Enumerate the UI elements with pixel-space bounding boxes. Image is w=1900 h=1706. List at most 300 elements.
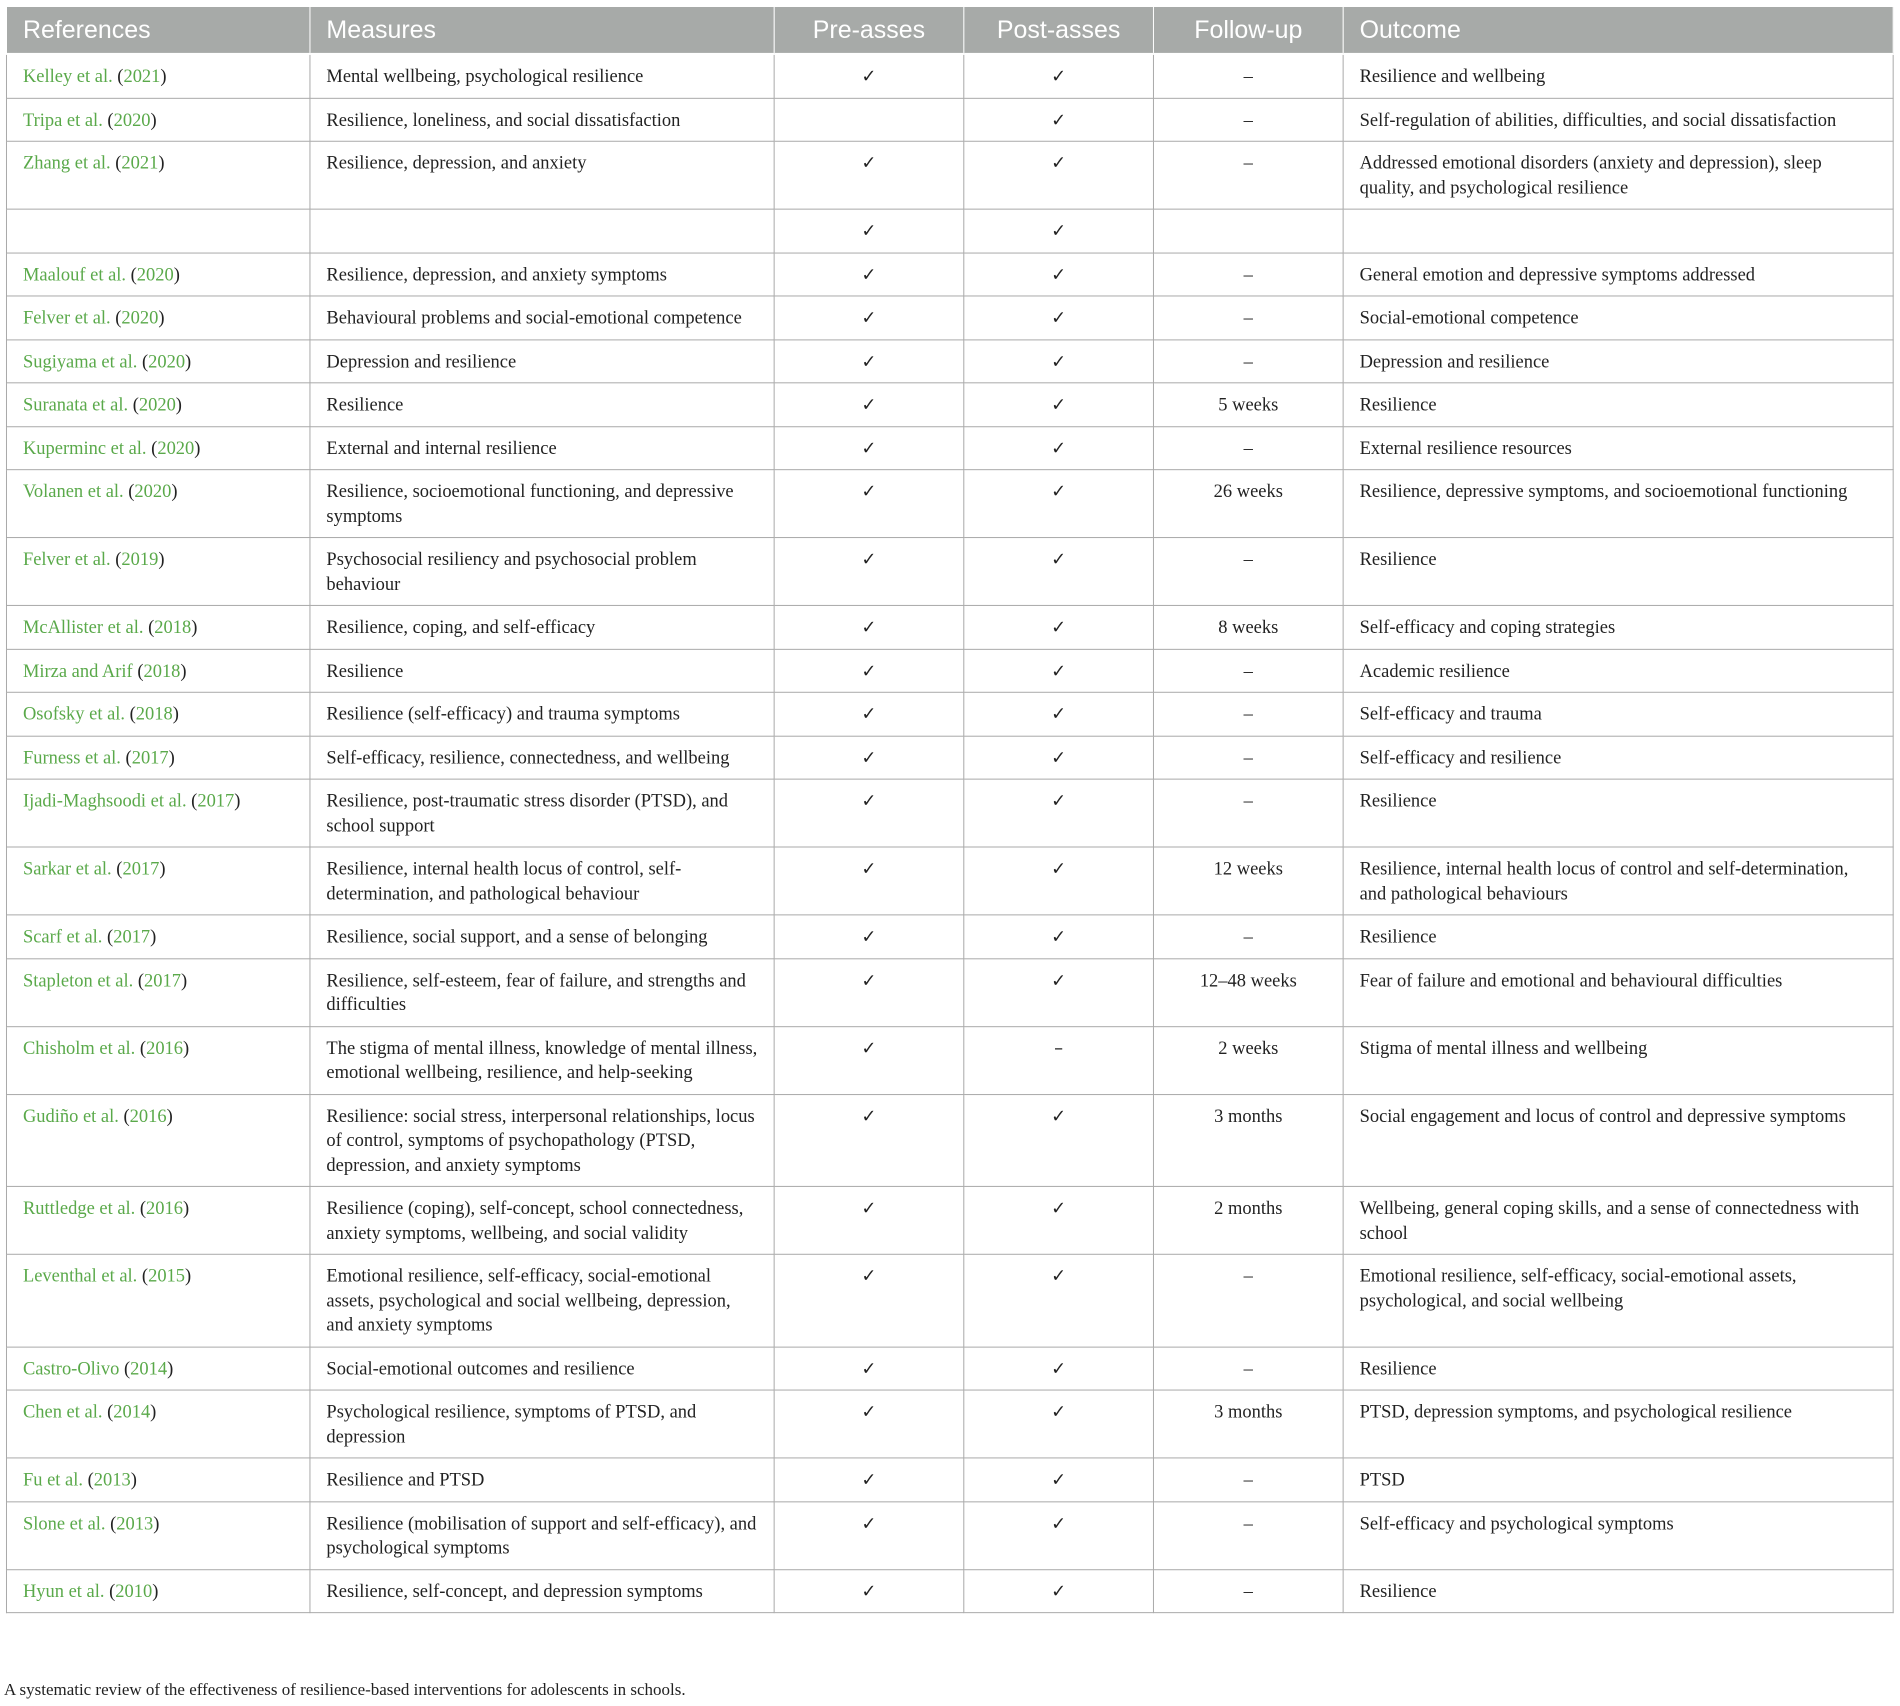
pre-assessment-cell: ✓ <box>774 958 964 1026</box>
measures-cell: Resilience (mobilisation of support and self-efficacy), and psychological symptoms <box>310 1501 774 1569</box>
post-assessment-cell: ✓ <box>964 915 1154 958</box>
reference-paren-close: ) <box>180 661 187 682</box>
header-post-assessment: Post-asses <box>964 6 1154 53</box>
reference-paren-close: ) <box>180 970 188 991</box>
reference-paren-close: ) <box>234 791 241 812</box>
reference-paren-close: ) <box>152 1581 159 1602</box>
outcome-cell: Emotional resilience, self-efficacy, social-emotional assets, psychological, and social wellbeing <box>1343 1254 1893 1346</box>
reference-paren-open: ( <box>110 550 122 570</box>
follow-up-cell: – <box>1153 538 1343 606</box>
reference-cell <box>6 1094 309 1186</box>
reference-paren-close: ) <box>172 704 179 725</box>
reference-year-link[interactable]: 2017 <box>113 927 151 948</box>
outcome-cell: Addressed emotional disorders (anxiety and depression), sleep quality, and psychological resilience <box>1343 141 1893 209</box>
follow-up-cell: – <box>1153 296 1343 339</box>
post-assessment-cell: ✓ <box>964 1569 1154 1612</box>
reference-paren-open: ( <box>102 927 114 948</box>
reference-paren-close: ) <box>150 927 157 948</box>
follow-up-cell: – <box>1153 339 1343 382</box>
outcome-cell <box>1343 209 1893 252</box>
reference-paren-open: ( <box>126 265 137 285</box>
outcome-cell: Self-regulation of abilities, difficulties, and social dissatisfaction <box>1343 98 1893 141</box>
table-row <box>6 1186 1893 1254</box>
reference-author-link[interactable]: Tripa et al. <box>22 110 103 131</box>
pre-assessment-cell: ✓ <box>774 1186 964 1254</box>
reference-cell <box>6 54 309 98</box>
reference-author-link[interactable]: Slone et al. <box>22 1513 106 1534</box>
follow-up-cell: – <box>1153 426 1343 469</box>
reference-cell <box>6 383 309 426</box>
measures-cell: Resilience (self-efficacy) and trauma symptoms <box>310 692 774 735</box>
reference-paren-close: ) <box>182 1198 190 1219</box>
measures-cell: Resilience, loneliness, and social dissatisfaction <box>310 98 774 141</box>
post-assessment-cell: ✓ <box>964 692 1154 735</box>
reference-cell <box>6 847 309 915</box>
table-row <box>6 1569 1893 1612</box>
reference-paren-open: ( <box>110 308 122 329</box>
pre-assessment-cell: ✓ <box>774 1347 964 1390</box>
follow-up-cell: – <box>1153 98 1343 141</box>
table-row <box>6 538 1893 606</box>
follow-up-cell: 3 months <box>1153 1390 1343 1458</box>
pre-assessment-cell: ✓ <box>774 538 964 606</box>
follow-up-cell: 5 weeks <box>1153 383 1343 426</box>
reference-author-link[interactable]: Ruttledge et al. <box>22 1198 136 1219</box>
outcome-cell: Stigma of mental illness and wellbeing <box>1343 1026 1893 1094</box>
table-row <box>6 1026 1893 1094</box>
header-follow-up: Follow-up <box>1153 6 1343 53</box>
reference-author-link[interactable]: Hyun et al. <box>22 1581 105 1602</box>
outcome-cell: Self-efficacy and trauma <box>1343 692 1893 735</box>
post-assessment-cell: ✓ <box>964 1094 1154 1186</box>
reference-year-link[interactable]: 2017 <box>131 748 169 769</box>
table-row <box>6 1347 1893 1390</box>
measures-cell: Resilience, self-esteem, fear of failure, and strengths and difficulties <box>310 958 774 1026</box>
outcome-cell: Resilience, internal health locus of control and self-determination, and pathological behaviours <box>1343 847 1893 915</box>
follow-up-cell: – <box>1153 141 1343 209</box>
post-assessment-cell: – <box>964 1026 1154 1094</box>
reference-cell <box>6 538 309 606</box>
reference-paren-close: ) <box>185 1266 192 1287</box>
post-assessment-cell: ✓ <box>964 209 1154 252</box>
post-assessment-cell: ✓ <box>964 1390 1154 1458</box>
follow-up-cell: 12–48 weeks <box>1153 958 1343 1026</box>
table-row <box>6 54 1893 98</box>
outcome-cell: Resilience <box>1343 1569 1893 1612</box>
reference-paren-open: ( <box>102 110 114 131</box>
measures-cell: Social-emotional outcomes and resilience <box>310 1347 774 1390</box>
reference-paren-close: ) <box>166 1106 173 1127</box>
reference-paren-close: ) <box>158 308 165 329</box>
reference-cell <box>6 779 309 847</box>
table-row <box>6 383 1893 426</box>
reference-year-link[interactable]: 2020 <box>157 438 195 459</box>
reference-author-link[interactable]: Chisholm et al. <box>22 1038 136 1059</box>
outcome-cell: Self-efficacy and resilience <box>1343 736 1893 779</box>
follow-up-cell: – <box>1153 1347 1343 1390</box>
post-assessment-cell: ✓ <box>964 426 1154 469</box>
reference-paren-open: ( <box>105 1513 117 1534</box>
reference-paren-open: ( <box>110 153 122 174</box>
measures-cell: External and internal resilience <box>310 426 774 469</box>
reference-paren-open: ( <box>135 1038 147 1059</box>
measures-cell: Resilience, internal health locus of control, self-determination, and pathological behaviour <box>310 847 774 915</box>
reference-author-link[interactable]: Leventhal et al. <box>22 1266 138 1287</box>
pre-assessment-cell: ✓ <box>774 383 964 426</box>
outcome-cell: Self-efficacy and coping strategies <box>1343 605 1893 648</box>
measures-cell: The stigma of mental illness, knowledge of mental illness, emotional wellbeing, resilience, and help-seeking <box>310 1026 774 1094</box>
pre-assessment-cell: ✓ <box>774 209 964 252</box>
pre-assessment-cell: ✓ <box>774 1390 964 1458</box>
pre-assessment-cell: ✓ <box>774 470 964 538</box>
studies-table <box>6 6 1894 1613</box>
table-row <box>6 1501 1893 1569</box>
post-assessment-cell: ✓ <box>964 1254 1154 1346</box>
outcome-cell: Resilience <box>1343 538 1893 606</box>
reference-year-link[interactable]: 2021 <box>123 66 161 87</box>
reference-year-link[interactable]: 2019 <box>121 550 159 570</box>
reference-paren-close: ) <box>159 859 166 880</box>
outcome-cell: Self-efficacy and psychological symptoms <box>1343 1501 1893 1569</box>
reference-year-link[interactable]: 2020 <box>121 308 159 329</box>
post-assessment-cell: ✓ <box>964 538 1154 606</box>
table-row <box>6 736 1893 779</box>
reference-year-link[interactable]: 2016 <box>146 1198 183 1219</box>
reference-paren-close: ) <box>158 550 165 570</box>
reference-year-link[interactable]: 2018 <box>135 704 173 725</box>
post-assessment-cell: ✓ <box>964 296 1154 339</box>
measures-cell: Resilience (coping), self-concept, school connectedness, anxiety symptoms, wellbeing, and social validity <box>310 1186 774 1254</box>
measures-cell: Psychosocial resiliency and psychosocial problem behaviour <box>310 538 774 606</box>
table-row <box>6 847 1893 915</box>
outcome-cell: Resilience and wellbeing <box>1343 54 1893 98</box>
measures-cell: Mental wellbeing, psychological resilience <box>310 54 774 98</box>
reference-paren-open: ( <box>135 1198 147 1219</box>
outcome-cell: Resilience <box>1343 1347 1893 1390</box>
reference-paren-open: ( <box>132 661 144 682</box>
pre-assessment-cell: ✓ <box>774 54 964 98</box>
header-outcome: Outcome <box>1343 6 1893 53</box>
reference-author-link[interactable]: Felver et al. <box>22 550 111 570</box>
measures-cell: Resilience, socioemotional functioning, and depressive symptoms <box>310 470 774 538</box>
table-row <box>6 1254 1893 1346</box>
reference-year-link[interactable]: 2017 <box>144 970 181 991</box>
reference-author-link[interactable]: Volanen et al. <box>22 482 124 503</box>
pre-assessment-cell: ✓ <box>774 915 964 958</box>
table-row <box>6 649 1893 692</box>
pre-assessment-cell <box>774 98 964 141</box>
follow-up-cell: – <box>1153 1458 1343 1501</box>
reference-author-link[interactable]: Kuperminc et al. <box>22 438 147 459</box>
post-assessment-cell: ✓ <box>964 779 1154 847</box>
outcome-cell: Resilience <box>1343 383 1893 426</box>
follow-up-cell: – <box>1153 1254 1343 1346</box>
header-row <box>6 6 1893 53</box>
outcome-cell: Social-emotional competence <box>1343 296 1893 339</box>
reference-paren-open: ( <box>186 791 198 812</box>
reference-cell <box>6 649 309 692</box>
reference-author-link[interactable]: Castro-Olivo <box>22 1359 120 1380</box>
post-assessment-cell: ✓ <box>964 1186 1154 1254</box>
measures-cell: Resilience and PTSD <box>310 1458 774 1501</box>
reference-year-link[interactable]: 2013 <box>93 1470 131 1491</box>
reference-paren-open: ( <box>143 617 155 638</box>
measures-cell: Psychological resilience, symptoms of PTSD, and depression <box>310 1390 774 1458</box>
reference-paren-open: ( <box>133 970 145 991</box>
reference-author-link[interactable]: Sarkar et al. <box>22 859 112 880</box>
reference-author-link[interactable]: Gudiño et al. <box>22 1106 119 1127</box>
post-assessment-cell: ✓ <box>964 141 1154 209</box>
reference-paren-open: ( <box>119 1359 131 1380</box>
reference-year-link[interactable]: 2017 <box>122 859 160 880</box>
follow-up-cell: 12 weeks <box>1153 847 1343 915</box>
pre-assessment-cell: ✓ <box>774 736 964 779</box>
measures-cell <box>310 209 774 252</box>
reference-paren-open: ( <box>111 859 123 880</box>
measures-cell: Resilience <box>310 649 774 692</box>
reference-year-link[interactable]: 2016 <box>129 1106 167 1127</box>
reference-paren-close: ) <box>168 748 175 769</box>
table-row <box>6 253 1893 296</box>
reference-year-link[interactable]: 2020 <box>138 395 176 416</box>
reference-paren-open: ( <box>104 1581 116 1602</box>
post-assessment-cell: ✓ <box>964 470 1154 538</box>
reference-author-link[interactable]: Maalouf et al. <box>22 265 127 285</box>
follow-up-cell: 2 weeks <box>1153 1026 1343 1094</box>
reference-year-link[interactable]: 2014 <box>113 1402 151 1423</box>
pre-assessment-cell: ✓ <box>774 1026 964 1094</box>
reference-year-link[interactable]: 2016 <box>146 1038 184 1059</box>
reference-paren-close: ) <box>153 1513 160 1534</box>
reference-year-link[interactable]: 2018 <box>154 617 192 638</box>
reference-year-link[interactable]: 2010 <box>115 1581 153 1602</box>
reference-year-link[interactable]: 2020 <box>148 351 186 372</box>
reference-year-link[interactable]: 2018 <box>143 661 181 682</box>
measures-cell: Depression and resilience <box>310 339 774 382</box>
reference-year-link[interactable]: 2013 <box>116 1513 154 1534</box>
outcome-cell: General emotion and depressive symptoms addressed <box>1343 253 1893 296</box>
table-row <box>6 1458 1893 1501</box>
measures-cell: Resilience: social stress, interpersonal relationships, locus of control, symptoms of psychopathology (PTSD, depression, and anxiety symptoms <box>310 1094 774 1186</box>
table-row <box>6 339 1893 382</box>
outcome-cell: Fear of failure and emotional and behavioural difficulties <box>1343 958 1893 1026</box>
table-row <box>6 915 1893 958</box>
post-assessment-cell: ✓ <box>964 1458 1154 1501</box>
reference-cell <box>6 339 309 382</box>
outcome-cell: Social engagement and locus of control and depressive symptoms <box>1343 1094 1893 1186</box>
reference-paren-open: ( <box>120 748 132 769</box>
measures-cell: Resilience, post-traumatic stress disorder (PTSD), and school support <box>310 779 774 847</box>
follow-up-cell: – <box>1153 1501 1343 1569</box>
follow-up-cell: 8 weeks <box>1153 605 1343 648</box>
reference-author-link[interactable]: Ijadi-Maghsoodi et al. <box>22 791 187 812</box>
post-assessment-cell: ✓ <box>964 649 1154 692</box>
follow-up-cell: 2 months <box>1153 1186 1343 1254</box>
reference-cell <box>6 1390 309 1458</box>
post-assessment-cell: ✓ <box>964 958 1154 1026</box>
reference-cell <box>6 1347 309 1390</box>
post-assessment-cell: ✓ <box>964 253 1154 296</box>
post-assessment-cell: ✓ <box>964 605 1154 648</box>
reference-year-link[interactable]: 2014 <box>130 1359 168 1380</box>
follow-up-cell: – <box>1153 649 1343 692</box>
header-pre-assessment: Pre-asses <box>774 6 964 53</box>
reference-author-link[interactable]: Zhang et al. <box>22 153 111 174</box>
table-body <box>6 54 1893 1613</box>
follow-up-cell: – <box>1153 1569 1343 1612</box>
table-row <box>6 209 1893 252</box>
reference-paren-close: ) <box>173 265 180 285</box>
outcome-cell: PTSD <box>1343 1458 1893 1501</box>
follow-up-cell: – <box>1153 779 1343 847</box>
outcome-cell: Wellbeing, general coping skills, and a sense of connectedness with school <box>1343 1186 1893 1254</box>
reference-cell <box>6 470 309 538</box>
measures-cell: Emotional resilience, self-efficacy, social-emotional assets, psychological and social wellbeing, depression, and anxiety symptoms <box>310 1254 774 1346</box>
table-row <box>6 141 1893 209</box>
outcome-cell: Resilience, depressive symptoms, and socioemotional functioning <box>1343 470 1893 538</box>
follow-up-cell: – <box>1153 915 1343 958</box>
reference-paren-open: ( <box>137 351 149 372</box>
table-row <box>6 605 1893 648</box>
reference-cell <box>6 1186 309 1254</box>
reference-year-link[interactable]: 2020 <box>136 265 174 285</box>
pre-assessment-cell: ✓ <box>774 1569 964 1612</box>
reference-paren-close: ) <box>150 110 157 131</box>
reference-cell <box>6 141 309 209</box>
reference-author-link[interactable]: Kelley et al. <box>22 66 113 87</box>
table-row <box>6 98 1893 141</box>
post-assessment-cell: ✓ <box>964 383 1154 426</box>
reference-paren-open: ( <box>112 66 124 87</box>
outcome-cell: External resilience resources <box>1343 426 1893 469</box>
reference-paren-close: ) <box>150 1402 157 1423</box>
follow-up-cell: – <box>1153 736 1343 779</box>
follow-up-cell <box>1153 209 1343 252</box>
measures-cell: Resilience <box>310 383 774 426</box>
header-references: References <box>6 6 309 53</box>
pre-assessment-cell: ✓ <box>774 1458 964 1501</box>
reference-author-link[interactable]: McAllister et al. <box>22 617 144 638</box>
outcome-cell: PTSD, depression symptoms, and psychological resilience <box>1343 1390 1893 1458</box>
reference-paren-open: ( <box>128 395 139 416</box>
reference-author-link[interactable]: Fu et al. <box>22 1470 83 1491</box>
reference-cell <box>6 209 309 252</box>
measures-cell: Self-efficacy, resilience, connectedness, and wellbeing <box>310 736 774 779</box>
reference-paren-open: ( <box>125 704 136 725</box>
pre-assessment-cell: ✓ <box>774 1094 964 1186</box>
measures-cell: Behavioural problems and social-emotional competence <box>310 296 774 339</box>
reference-paren-close: ) <box>194 438 201 459</box>
table-row <box>6 470 1893 538</box>
table-row <box>6 958 1893 1026</box>
reference-author-link[interactable]: Osofsky et al. <box>22 704 126 725</box>
reference-cell <box>6 692 309 735</box>
measures-cell: Resilience, depression, and anxiety symptoms <box>310 253 774 296</box>
reference-cell <box>6 915 309 958</box>
reference-cell <box>6 426 309 469</box>
reference-paren-open: ( <box>137 1266 149 1287</box>
reference-author-link[interactable]: Sugiyama et al. <box>22 351 138 372</box>
reference-cell <box>6 1026 309 1094</box>
pre-assessment-cell: ✓ <box>774 296 964 339</box>
reference-paren-open: ( <box>123 482 135 503</box>
reference-author-link[interactable]: Stapleton et al. <box>22 970 134 991</box>
pre-assessment-cell: ✓ <box>774 253 964 296</box>
reference-cell <box>6 605 309 648</box>
table-row <box>6 1094 1893 1186</box>
reference-author-link[interactable]: Felver et al. <box>22 308 111 329</box>
reference-paren-close: ) <box>171 482 178 503</box>
reference-cell <box>6 1501 309 1569</box>
outcome-cell: Academic resilience <box>1343 649 1893 692</box>
follow-up-cell: – <box>1153 253 1343 296</box>
reference-paren-close: ) <box>191 617 198 638</box>
reference-paren-open: ( <box>102 1402 114 1423</box>
table-caption: A systematic review of the effectiveness of resilience-based interventions for adolescents in schools. <box>3 1680 686 1700</box>
outcome-cell: Depression and resilience <box>1343 339 1893 382</box>
reference-cell <box>6 98 309 141</box>
measures-cell: Resilience, social support, and a sense of belonging <box>310 915 774 958</box>
follow-up-cell: 3 months <box>1153 1094 1343 1186</box>
reference-paren-close: ) <box>175 395 182 416</box>
pre-assessment-cell: ✓ <box>774 605 964 648</box>
table-row <box>6 779 1893 847</box>
reference-paren-open: ( <box>146 438 158 459</box>
reference-author-link[interactable]: Furness et al. <box>22 748 121 769</box>
reference-year-link[interactable]: 2017 <box>197 791 235 812</box>
reference-paren-close: ) <box>183 1038 190 1059</box>
reference-paren-close: ) <box>130 1470 137 1491</box>
reference-paren-open: ( <box>118 1106 130 1127</box>
measures-cell: Resilience, coping, and self-efficacy <box>310 605 774 648</box>
post-assessment-cell: ✓ <box>964 736 1154 779</box>
reference-year-link[interactable]: 2015 <box>148 1266 186 1287</box>
pre-assessment-cell: ✓ <box>774 1254 964 1346</box>
post-assessment-cell: ✓ <box>964 1347 1154 1390</box>
follow-up-cell: – <box>1153 692 1343 735</box>
post-assessment-cell: ✓ <box>964 339 1154 382</box>
table-row <box>6 692 1893 735</box>
post-assessment-cell: ✓ <box>964 98 1154 141</box>
header-measures: Measures <box>310 6 774 53</box>
pre-assessment-cell: ✓ <box>774 847 964 915</box>
outcome-cell: Resilience <box>1343 779 1893 847</box>
reference-year-link[interactable]: 2021 <box>121 153 159 174</box>
follow-up-cell: – <box>1153 54 1343 98</box>
reference-year-link[interactable]: 2020 <box>134 482 172 503</box>
post-assessment-cell: ✓ <box>964 1501 1154 1569</box>
reference-paren-close: ) <box>160 66 167 87</box>
follow-up-cell: 26 weeks <box>1153 470 1343 538</box>
reference-paren-close: ) <box>167 1359 174 1380</box>
reference-cell <box>6 296 309 339</box>
reference-author-link[interactable]: Chen et al. <box>22 1402 103 1423</box>
reference-author-link[interactable]: Scarf et al. <box>22 927 103 948</box>
pre-assessment-cell: ✓ <box>774 779 964 847</box>
reference-author-link[interactable]: Suranata et al. <box>22 395 129 416</box>
reference-cell <box>6 1569 309 1612</box>
post-assessment-cell: ✓ <box>964 54 1154 98</box>
reference-paren-close: ) <box>158 153 165 174</box>
reference-cell <box>6 958 309 1026</box>
post-assessment-cell: ✓ <box>964 847 1154 915</box>
reference-paren-close: ) <box>185 351 192 372</box>
table-row <box>6 426 1893 469</box>
table-row <box>6 1390 1893 1458</box>
measures-cell: Resilience, depression, and anxiety <box>310 141 774 209</box>
reference-author-link[interactable]: Mirza and Arif <box>22 661 133 682</box>
reference-year-link[interactable]: 2020 <box>113 110 151 131</box>
